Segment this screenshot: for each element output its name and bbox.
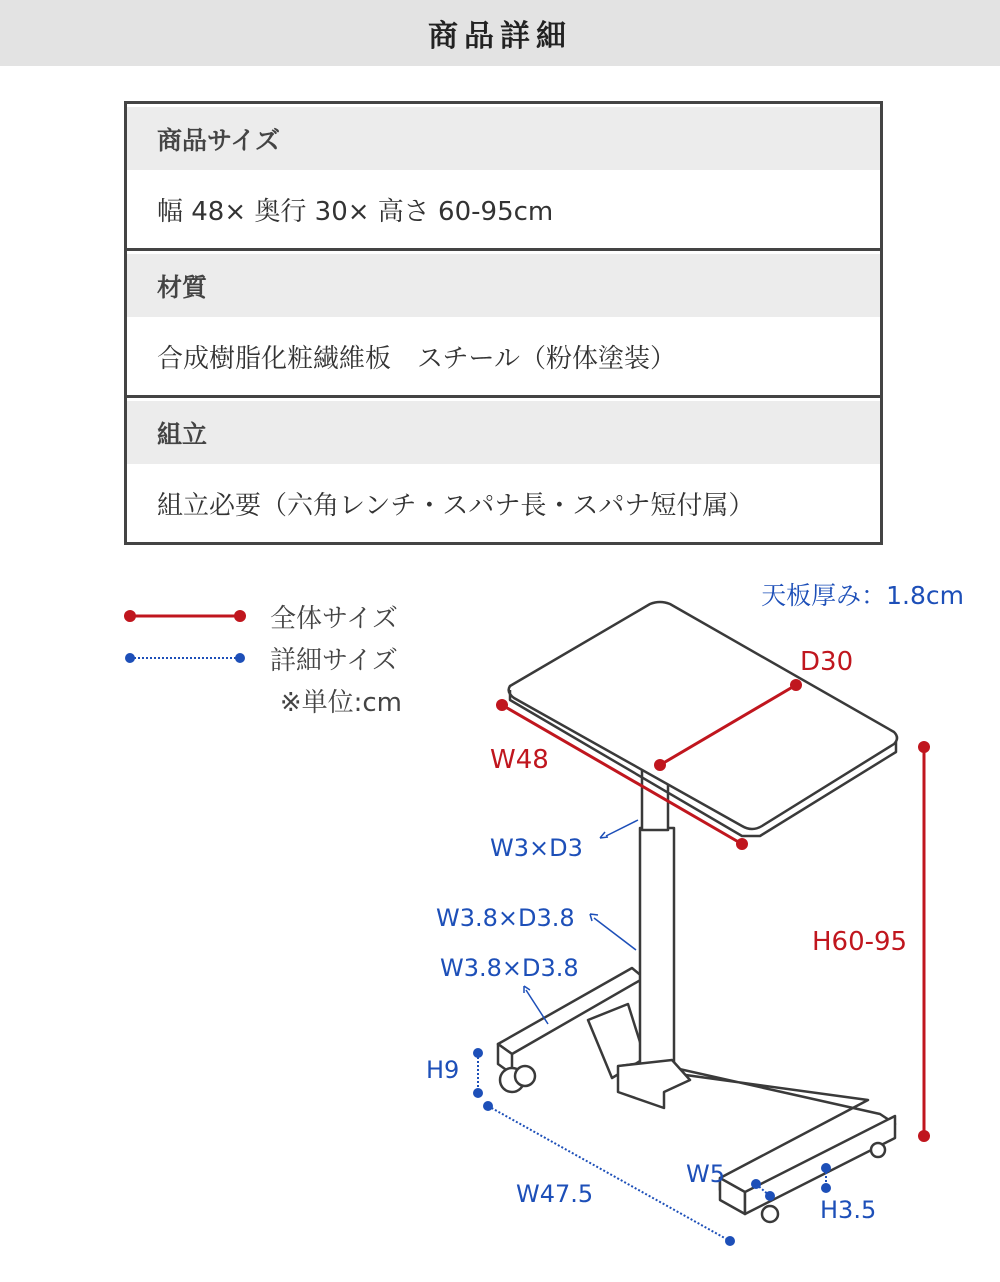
table-diagram	[0, 560, 1000, 1282]
spec-label: 組立	[127, 398, 880, 464]
spec-label: 商品サイズ	[127, 104, 880, 170]
top-thickness-label: 天板厚み：1.8cm	[761, 581, 964, 610]
lower-column-size-label: W3.8×D3.8	[436, 904, 575, 932]
legend-overall-label: 全体サイズ	[270, 603, 398, 634]
foot-height-label: H3.5	[820, 1196, 877, 1224]
spec-row-material	[127, 248, 880, 395]
legend-detail-label: 詳細サイズ	[270, 645, 398, 676]
spec-value: 合成樹脂化粧繊維板 スチール（粉体塗装）	[157, 343, 676, 374]
spec-value: 組立必要（六角レンチ・スパナ長・スパナ短付属）	[157, 490, 755, 521]
unit-note: ※単位:cm	[279, 688, 402, 718]
spec-row-assembly	[127, 395, 880, 542]
width-label: W48	[490, 745, 549, 775]
base-bar-size-label: W3.8×D3.8	[440, 954, 579, 982]
spec-table	[124, 101, 883, 545]
spec-value: 幅 48× 奥行 30× 高さ 60-95cm	[157, 196, 554, 227]
spec-label: 材質	[127, 251, 880, 317]
depth-label: D30	[800, 647, 854, 677]
height-label: H60-95	[812, 927, 908, 957]
base-width-label: W47.5	[516, 1180, 594, 1208]
foot-width-label: W5	[686, 1160, 725, 1188]
section-title: 商品詳細	[428, 19, 572, 54]
section-header	[0, 0, 1000, 66]
upper-column-size-label: W3×D3	[490, 834, 583, 862]
caster-height-label: H9	[426, 1056, 460, 1084]
spec-row-size	[127, 104, 880, 248]
